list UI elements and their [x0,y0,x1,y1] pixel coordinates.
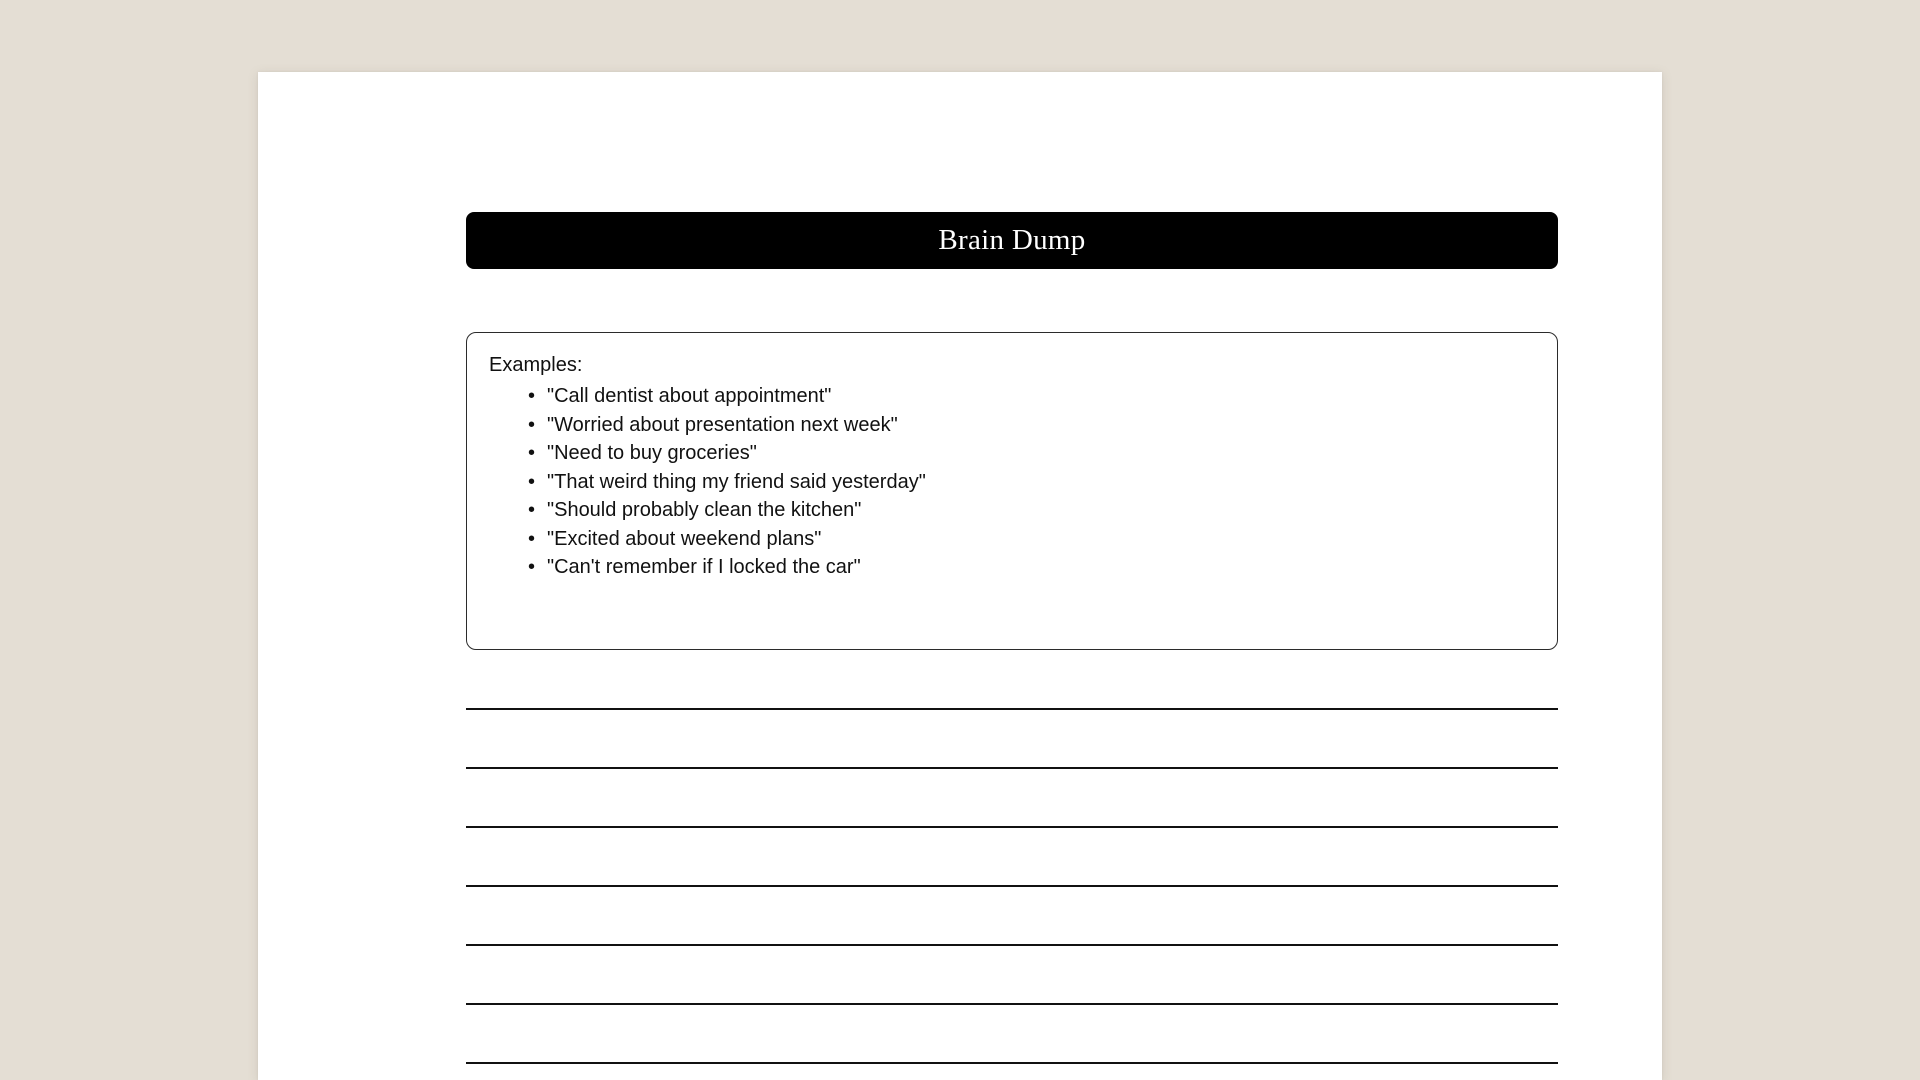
list-item [489,525,1535,554]
list-item-label: "Need to buy groceries" [547,442,757,464]
list-item [489,496,1535,525]
writing-line [466,944,1558,946]
printable-page-sheet [258,72,1662,1080]
list-item [489,439,1535,468]
writing-line [466,767,1558,769]
list-item-label: "Excited about weekend plans" [547,527,822,550]
writing-line [466,708,1558,710]
list-item-label: "Should probably clean the kitchen" [547,499,862,521]
bullet-icon: • [528,385,536,407]
bullet-icon: • [528,499,536,521]
list-item [489,411,1535,440]
bullet-icon: • [528,470,536,493]
list-item [489,468,1535,497]
page-title: Brain Dump [938,224,1086,256]
bullet-icon: • [528,442,536,464]
page-title-bar [466,212,1558,269]
writing-line [466,885,1558,887]
list-item-label: "Can't remember if I locked the car" [547,556,861,578]
list-item [489,382,1535,411]
examples-box [466,332,1558,650]
list-item-label: "That weird thing my friend said yesterday" [547,470,926,493]
bullet-icon: • [528,527,536,550]
writing-line [466,1003,1558,1005]
writing-line [466,826,1558,828]
examples-heading: Examples: [489,354,583,376]
examples-list [489,382,1535,582]
bullet-icon: • [528,556,536,578]
bullet-icon: • [528,413,536,436]
list-item-label: "Worried about presentation next week" [547,413,898,436]
list-item [489,553,1535,582]
list-item-label: "Call dentist about appointment" [547,385,832,407]
writing-line [466,1062,1558,1064]
